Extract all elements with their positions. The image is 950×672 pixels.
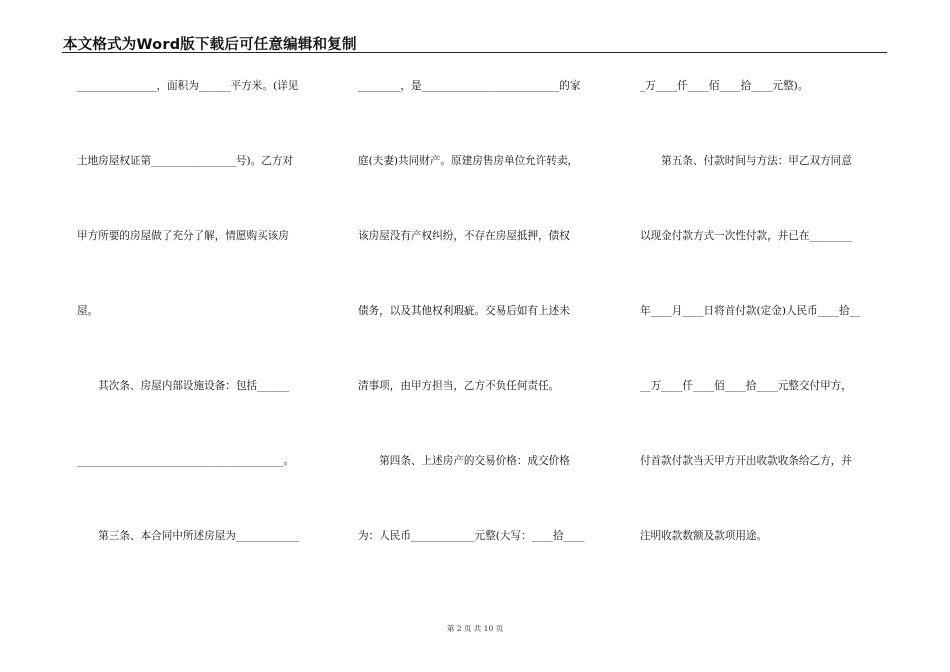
text-line: __万____仟____佰____拾____元整交付甲方，: [640, 380, 852, 392]
text-line: _万____仟____佰____拾____元整)。: [640, 80, 809, 92]
text-line: 其次条、房屋内部设施设备：包括______: [77, 380, 289, 392]
text-line: _______________________________________。: [77, 455, 295, 467]
text-line: 庭(夫妻)共同财产。原建房售房单位允许转卖，: [358, 155, 579, 167]
text-line: 为：人民币____________元整(大写：____拾____: [358, 530, 585, 542]
text-line: 清事项，由甲方担当，乙方不负任何责任。: [358, 380, 560, 392]
text-line: 第五条、付款时间与方法：甲乙双方同意: [640, 155, 852, 167]
text-line: 土地房屋权证第________________号)。乙方对: [77, 155, 294, 167]
text-line: 第四条、上述房产的交易价格：成交价格: [358, 455, 570, 467]
text-line: 屋。: [77, 305, 99, 317]
text-line: 该房屋没有产权纠纷，不存在房屋抵押，债权: [358, 230, 570, 242]
text-line: 注明收款数额及款项用途。: [640, 530, 768, 542]
text-line: _______________，面积为______平方米。(详见: [77, 80, 299, 92]
document-header-title: 本文格式为Word版下载后可任意编辑和复制: [63, 37, 357, 53]
text-line: 年____月____日将首付款(定金)人民币____拾__: [640, 305, 861, 317]
text-line: 债务，以及其他权利瑕疵。交易后如有上述未: [358, 305, 570, 317]
page-number: 第 2 页 共 10 页: [446, 624, 504, 633]
header-divider: [62, 52, 887, 53]
text-line: 甲方所要的房屋做了充分了解，情愿购买该房: [77, 230, 289, 242]
text-line: 付首款付款当天甲方开出收款收条给乙方，并: [640, 455, 852, 467]
text-line: 第三条、本合同中所述房屋为____________: [77, 530, 300, 542]
text-line: ________，是__________________________的家: [358, 80, 581, 92]
text-line: 以现金付款方式一次性付款，并已在________: [640, 230, 852, 242]
